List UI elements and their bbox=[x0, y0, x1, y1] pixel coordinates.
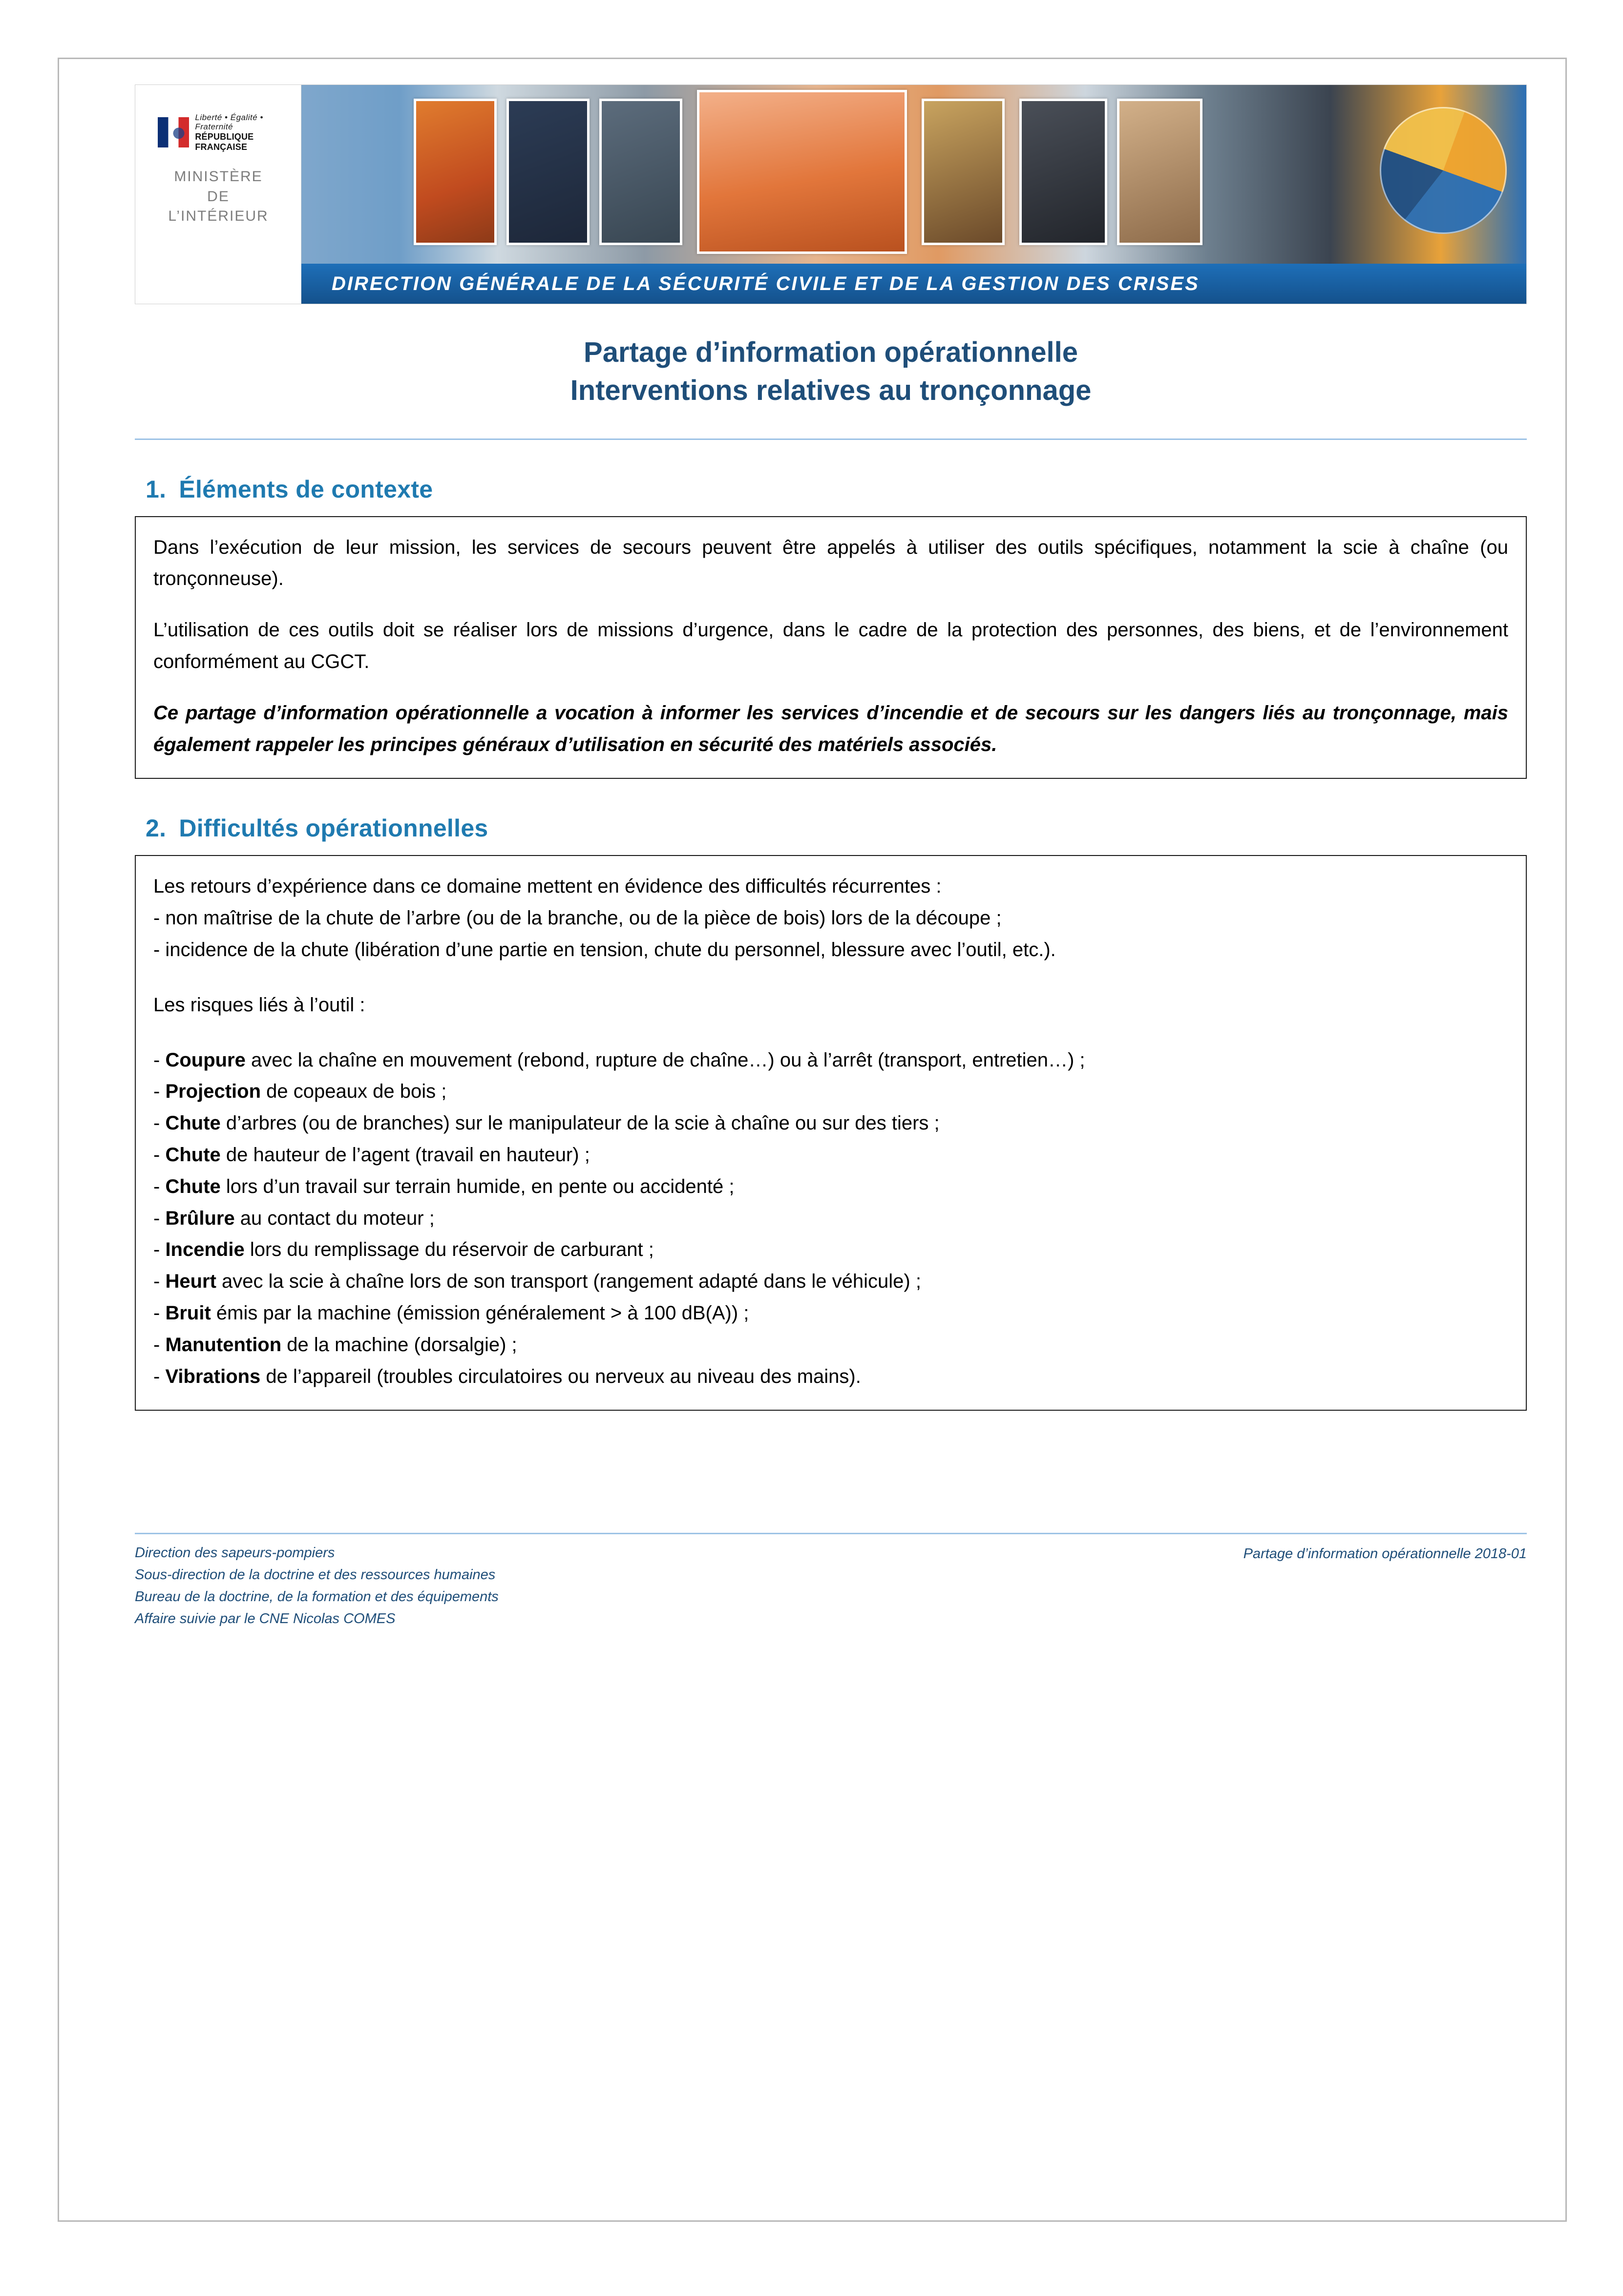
risk-item bbox=[153, 1139, 1508, 1171]
risk-description: de la machine (dorsalgie) ; bbox=[281, 1334, 517, 1356]
risk-item bbox=[153, 1266, 1508, 1297]
risk-bullet: - bbox=[153, 1144, 166, 1166]
ministry-label-line3: L’INTÉRIEUR bbox=[168, 208, 269, 224]
risk-term: Projection bbox=[165, 1081, 261, 1103]
risk-description: lors d’un travail sur terrain humide, en pente ou accidenté ; bbox=[220, 1175, 735, 1197]
risk-term: Manutention bbox=[165, 1334, 282, 1356]
risk-bullet: - bbox=[153, 1365, 166, 1387]
risk-term: Chute bbox=[165, 1112, 221, 1134]
context-paragraph-3: Ce partage d’information opérationnelle a vocation à informer les services d’incendie et de secours sur les dangers liés au tronçonnage, mais également rappeler les principes généraux d’utilisation en sécurité des matériels associés. bbox=[153, 702, 1508, 755]
page-title-line2: Interventions relatives au tronçonnage bbox=[570, 375, 1092, 407]
risk-description: de copeaux de bois ; bbox=[261, 1081, 447, 1103]
footer-left-line-1: Direction des sapeurs-pompiers bbox=[135, 1545, 335, 1561]
section-title-1: Éléments de contexte bbox=[179, 475, 433, 503]
risk-item bbox=[153, 1171, 1508, 1203]
risk-bullet: - bbox=[153, 1334, 166, 1356]
risk-item bbox=[153, 1044, 1508, 1076]
spacer-1 bbox=[153, 966, 1508, 989]
ministry-label-line1: MINISTÈRE bbox=[174, 168, 263, 185]
page-footer bbox=[135, 1542, 1527, 1630]
photo-firefighter-7 bbox=[1117, 99, 1202, 245]
section-1-box bbox=[135, 516, 1527, 779]
risk-item bbox=[153, 1329, 1508, 1361]
risk-list bbox=[153, 1044, 1508, 1393]
risk-term: Vibrations bbox=[165, 1365, 261, 1387]
risk-bullet: - bbox=[153, 1239, 166, 1261]
risks-label: Les risques liés à l’outil : bbox=[153, 994, 365, 1016]
risk-term: Heurt bbox=[165, 1271, 216, 1293]
header-banner bbox=[135, 84, 1527, 304]
republic-motto: Liberté • Égalité • Fraternité bbox=[195, 112, 263, 132]
difficulties-intro-3: - incidence de la chute (libération d’une partie en tension, chute du personnel, blessure avec l’outil, etc.). bbox=[153, 939, 1056, 960]
section-heading-2 bbox=[146, 814, 1527, 842]
context-paragraph-2: L’utilisation de ces outils doit se réaliser lors de missions d’urgence, dans le cadre de la protection des personnes, des biens, et de l’environnement conformément au CGCT. bbox=[153, 619, 1508, 672]
risk-bullet: - bbox=[153, 1112, 166, 1134]
risk-bullet: - bbox=[153, 1271, 166, 1293]
photo-rescuer-5 bbox=[922, 99, 1005, 245]
risk-description: d’arbres (ou de branches) sur le manipulateur de la scie à chaîne ou sur des tiers ; bbox=[220, 1112, 940, 1134]
section-number-1: 1. bbox=[146, 475, 167, 503]
section-title-2: Difficultés opérationnelles bbox=[179, 814, 488, 842]
photo-firefighter-1 bbox=[414, 99, 497, 245]
difficulties-intro-1: Les retours d’expérience dans ce domaine mettent en évidence des difficultés récurrentes : bbox=[153, 876, 942, 898]
risk-term: Incendie bbox=[165, 1239, 245, 1261]
risk-description: émis par la machine (émission généralement > à 100 dB(A)) ; bbox=[211, 1302, 749, 1324]
spacer-2 bbox=[153, 1021, 1508, 1044]
risk-description: au contact du moteur ; bbox=[234, 1207, 435, 1229]
footer-left-line-3: Bureau de la doctrine, de la formation et des équipements bbox=[135, 1589, 499, 1605]
risk-term: Coupure bbox=[165, 1049, 246, 1071]
footer-reference: Partage d’information opérationnelle 2018-01 bbox=[1243, 1546, 1527, 1562]
risk-item bbox=[153, 1107, 1508, 1139]
photo-officer-2 bbox=[506, 99, 590, 245]
risk-bullet: - bbox=[153, 1207, 166, 1229]
risk-item bbox=[153, 1076, 1508, 1107]
banner-title-bar bbox=[301, 264, 1526, 304]
risk-description: de hauteur de l’agent (travail en hauteur) ; bbox=[220, 1144, 590, 1166]
photo-rescuer-3 bbox=[599, 99, 682, 245]
ministry-label bbox=[135, 167, 301, 227]
title-divider bbox=[135, 438, 1527, 440]
context-paragraph-1: Dans l’exécution de leur mission, les services de secours peuvent être appelés à utiliser des outils spécifiques, notamment la scie à chaîne (ou tronçonneuse). bbox=[153, 536, 1508, 590]
risk-description: avec la chaîne en mouvement (rebond, rupture de chaîne…) ou à l’arrêt (transport, entretien…) ; bbox=[245, 1049, 1085, 1071]
risk-bullet: - bbox=[153, 1175, 166, 1197]
page-title bbox=[135, 334, 1527, 410]
french-flag-icon bbox=[158, 117, 189, 147]
risk-bullet: - bbox=[153, 1302, 166, 1324]
section-heading-1 bbox=[146, 475, 1527, 503]
section-2-box bbox=[135, 855, 1527, 1411]
marianne-logo bbox=[158, 105, 280, 159]
page-content bbox=[135, 84, 1527, 1630]
risk-bullet: - bbox=[153, 1049, 166, 1071]
photo-helmet-6 bbox=[1019, 99, 1107, 245]
page-sheet bbox=[58, 58, 1567, 2222]
risk-item bbox=[153, 1361, 1508, 1393]
photo-portrait-main bbox=[697, 90, 907, 254]
page-title-line1: Partage d’information opérationnelle bbox=[584, 336, 1078, 368]
risk-description: avec la scie à chaîne lors de son transport (rangement adapté dans le véhicule) ; bbox=[216, 1271, 921, 1293]
footer-left-line-4: Affaire suivie par le CNE Nicolas COMES bbox=[135, 1611, 396, 1627]
difficulties-intro-2: - non maîtrise de la chute de l’arbre (ou de la branche, ou de la pièce de bois) lors de la découpe ; bbox=[153, 907, 1002, 929]
risk-term: Chute bbox=[165, 1144, 221, 1166]
risk-description: de l’appareil (troubles circulatoires ou nerveux au niveau des mains). bbox=[260, 1365, 861, 1387]
risk-term: Chute bbox=[165, 1175, 221, 1197]
ministry-logo-block bbox=[135, 85, 301, 304]
organisation-name: DIRECTION GÉNÉRALE DE LA SÉCURITÉ CIVILE ET DE LA GESTION DES CRISES bbox=[332, 272, 1200, 294]
footer-divider bbox=[135, 1533, 1527, 1534]
ministry-label-line2: DE bbox=[207, 188, 230, 205]
footer-left bbox=[135, 1542, 499, 1630]
section-number-2: 2. bbox=[146, 814, 167, 842]
risk-item bbox=[153, 1203, 1508, 1234]
risk-term: Bruit bbox=[165, 1302, 211, 1324]
banner-photo-strip bbox=[301, 85, 1526, 265]
footer-left-line-2: Sous-direction de la doctrine et des ressources humaines bbox=[135, 1567, 496, 1583]
risk-description: lors du remplissage du réservoir de carburant ; bbox=[244, 1239, 654, 1261]
risk-bullet: - bbox=[153, 1081, 166, 1103]
republic-name: RÉPUBLIQUE FRANÇAISE bbox=[195, 131, 254, 152]
risk-term: Brûlure bbox=[165, 1207, 235, 1229]
risk-item bbox=[153, 1297, 1508, 1329]
globe-icon bbox=[1380, 107, 1507, 234]
risk-item bbox=[153, 1234, 1508, 1266]
